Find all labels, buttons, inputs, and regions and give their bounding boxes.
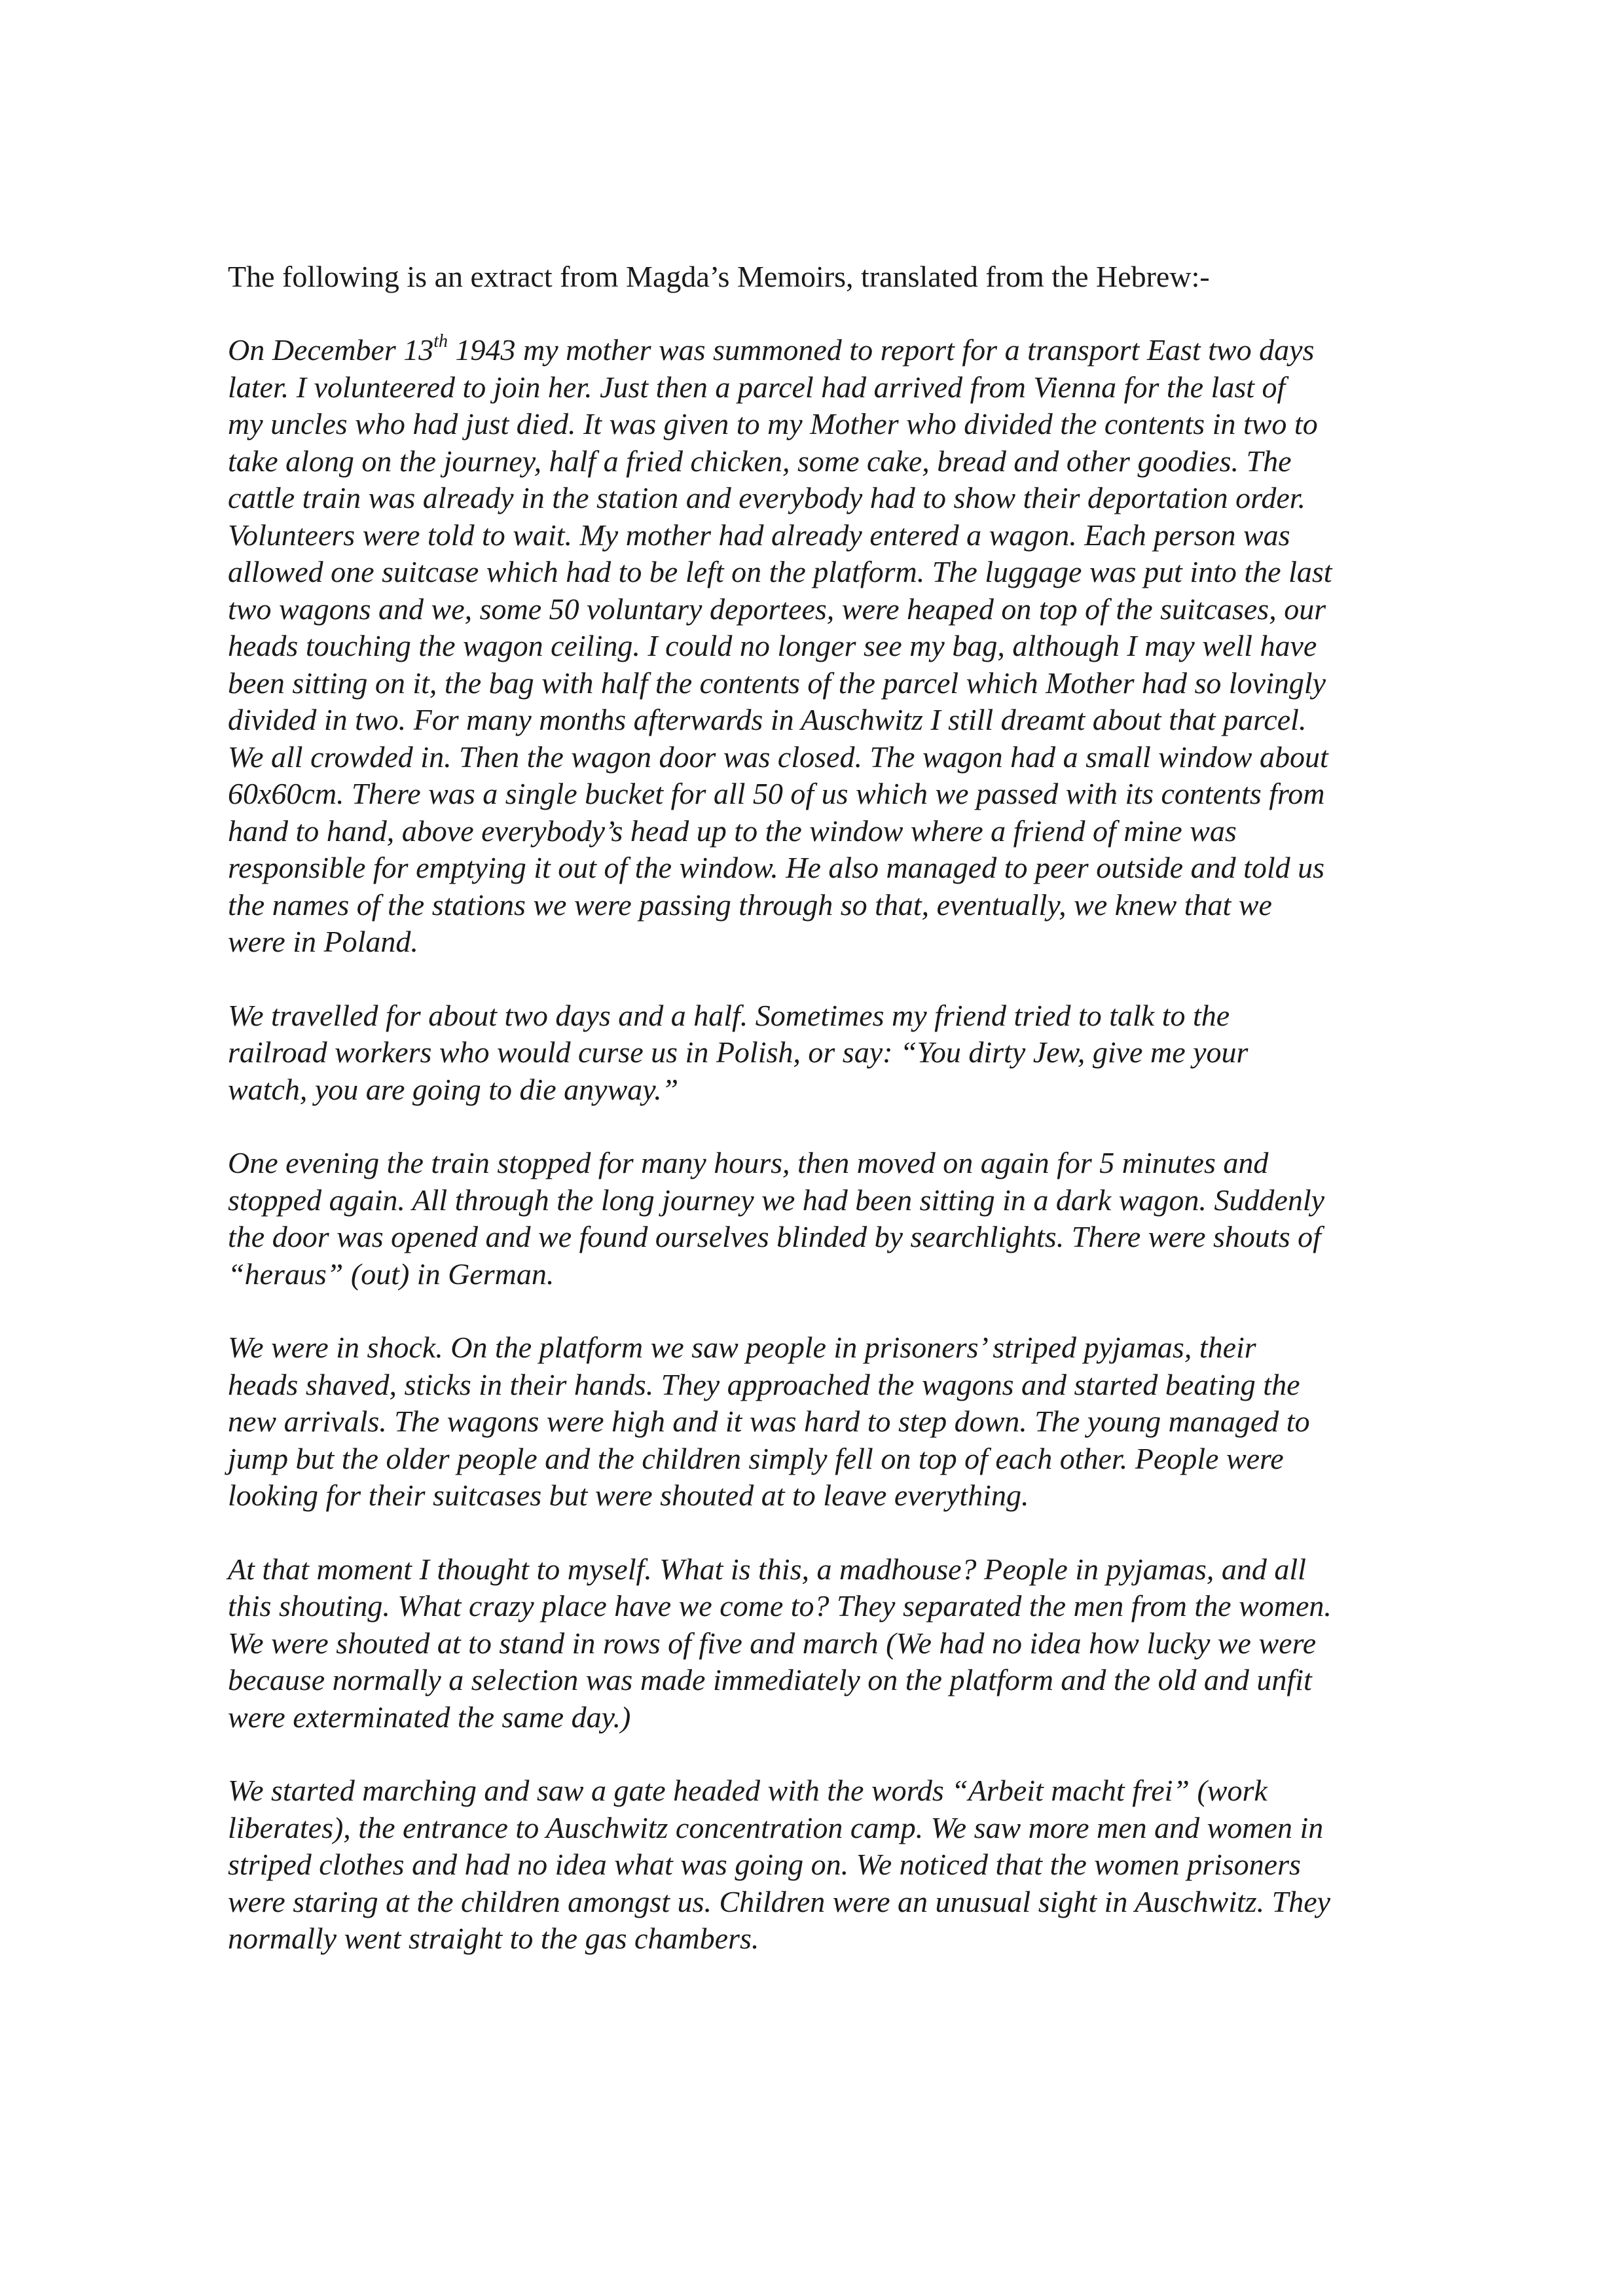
- paragraph-line: looking for their suitcases but were shouted at to leave everything.: [228, 1479, 1029, 1512]
- paragraph-line: watch, you are going to die anyway.”: [228, 1072, 679, 1106]
- paragraph-line: take along on the journey, half a fried chicken, some cake, bread and other goodies. The: [228, 444, 1292, 478]
- paragraph-line: 60x60cm. There was a single bucket for all 50 of us which we passed with its contents from: [228, 777, 1325, 810]
- paragraph-1: [228, 332, 1406, 961]
- paragraph-line: this shouting. What crazy place have we come to? They separated the men from the women.: [228, 1589, 1332, 1623]
- paragraph-1-line-1: On December 13th 1943 my mother was summoned to report for a transport East two days: [228, 331, 1315, 367]
- paragraph-line: my uncles who had just died. It was given to my Mother who divided the contents in two to: [228, 407, 1318, 440]
- paragraph-line: “heraus” (out) in German.: [228, 1257, 555, 1291]
- paragraph-line: responsible for emptying it out of the window. He also managed to peer outside and told us: [228, 851, 1325, 884]
- paragraph-line: One evening the train stopped for many hours, then moved on again for 5 minutes and: [228, 1146, 1269, 1179]
- paragraph-line: been sitting on it, the bag with half the contents of the parcel which Mother had so lovingly: [228, 666, 1326, 700]
- paragraph-line: allowed one suitcase which had to be left on the platform. The luggage was put into the last: [228, 555, 1332, 588]
- paragraph-line: cattle train was already in the station and everybody had to show their deportation order.: [228, 481, 1306, 514]
- paragraph-line: liberates), the entrance to Auschwitz concentration camp. We saw more men and women in: [228, 1810, 1324, 1844]
- paragraph-line: heads touching the wagon ceiling. I could no longer see my bag, although I may well have: [228, 629, 1317, 662]
- paragraph-line: the door was opened and we found ourselves blinded by searchlights. There were shouts of: [228, 1220, 1321, 1253]
- paragraph-line: striped clothes and had no idea what was going on. We noticed that the women prisoners: [228, 1848, 1301, 1881]
- document-page: [228, 259, 1406, 1994]
- paragraph-line: heads shaved, sticks in their hands. They approached the wagons and started beating the: [228, 1367, 1300, 1401]
- intro-line: The following is an extract from Magda’s Memoirs, translated from the Hebrew:-: [228, 260, 1210, 293]
- paragraph-4: [228, 1329, 1406, 1515]
- paragraph-line: stopped again. All through the long journey we had been sitting in a dark wagon. Suddenly: [228, 1183, 1325, 1217]
- paragraph-line: the names of the stations we were passing through so that, eventually, we knew that we: [228, 888, 1272, 922]
- paragraph-line: We started marching and saw a gate headed with the words “Arbeit macht frei” (work: [228, 1774, 1267, 1807]
- paragraph-line: new arrivals. The wagons were high and it was hard to step down. The young managed to: [228, 1405, 1310, 1438]
- paragraph-line: Volunteers were told to wait. My mother had already entered a wagon. Each person was: [228, 518, 1290, 552]
- paragraph-line: two wagons and we, some 50 voluntary deportees, were heaped on top of the suitcases, our: [228, 592, 1326, 626]
- paragraph-line: We all crowded in. Then the wagon door was closed. The wagon had a small window about: [228, 740, 1328, 774]
- paragraph-line: hand to hand, above everybody’s head up to the window where a friend of mine was: [228, 814, 1237, 848]
- paragraph-line: We were in shock. On the platform we saw people in prisoners’ striped pyjamas, their: [228, 1331, 1256, 1364]
- paragraph-line: railroad workers who would curse us in Polish, or say: “You dirty Jew, give me your: [228, 1035, 1249, 1069]
- paragraph-line: because normally a selection was made immediately on the platform and the old and unfit: [228, 1663, 1312, 1696]
- paragraph-2: [228, 997, 1406, 1109]
- memoir-extract: [228, 332, 1406, 1958]
- paragraph-line: We were shouted at to stand in rows of five and march (We had no idea how lucky we were: [228, 1626, 1317, 1660]
- paragraph-line: At that moment I thought to myself. What is this, a madhouse? People in pyjamas, and all: [228, 1552, 1306, 1586]
- paragraph-line: divided in two. For many months afterwards in Auschwitz I still dreamt about that parcel.: [228, 703, 1307, 736]
- paragraph-line: later. I volunteered to join her. Just then a parcel had arrived from Vienna for the last of: [228, 370, 1286, 404]
- paragraph-3: [228, 1145, 1406, 1293]
- ordinal-suffix: th: [433, 331, 448, 351]
- paragraph-line: were exterminated the same day.): [228, 1700, 631, 1734]
- paragraph-line: were in Poland.: [228, 925, 418, 958]
- paragraph-6: [228, 1772, 1406, 1958]
- paragraph-line: jump but the older people and the children simply fell on top of each other. People were: [228, 1441, 1284, 1475]
- paragraph-line: normally went straight to the gas chambers.: [228, 1922, 759, 1955]
- paragraph-line: were staring at the children amongst us. Children were an unusual sight in Auschwitz. They: [228, 1884, 1331, 1918]
- paragraph-line: We travelled for about two days and a half. Sometimes my friend tried to talk to the: [228, 998, 1230, 1032]
- paragraph-5: [228, 1551, 1406, 1736]
